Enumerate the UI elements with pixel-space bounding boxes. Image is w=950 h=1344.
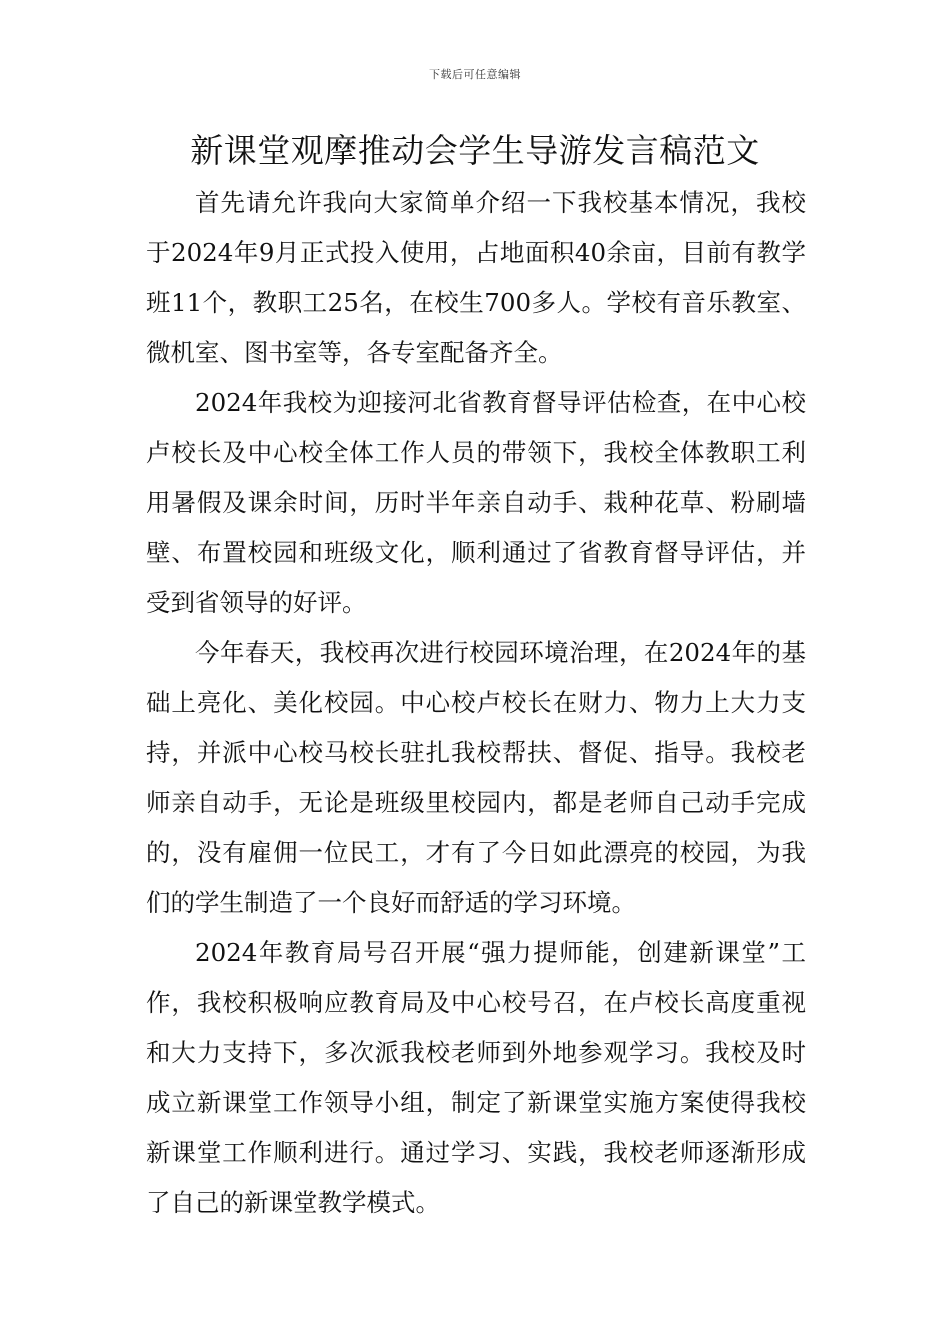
document-body (146, 178, 806, 1228)
paragraph-inspection: 2024年我校为迎接河北省教育督导评估检查，在中心校卢校长及中心校全体工作人员的带领下，我校全体教职工利用暑假及课余时间，历时半年亲自动手、栽种花草、粉刷墙壁、布置校园和班级文化，顺利通过了省教育督导评估，并受到省领导的好评。 (146, 388, 806, 617)
header-note: 下载后可任意编辑 (429, 68, 521, 81)
paragraph-new-classroom: 2024年教育局号召开展“强力提师能，创建新课堂”工作，我校积极响应教育局及中心校号召，在卢校长高度重视和大力支持下，多次派我校老师到外地参观学习。我校及时成立新课堂工作领导小组，制定了新课堂实施方案使得我校新课堂工作顺利进行。通过学习、实践，我校老师逐渐形成了自己的新课堂教学模式。 (146, 938, 806, 1217)
document-title: 新课堂观摩推动会学生导游发言稿范文 (190, 131, 760, 170)
paragraph-intro: 首先请允许我向大家简单介绍一下我校基本情况，我校于2024年9月正式投入使用，占地面积40余亩，目前有教学班11个，教职工25名，在校生700多人。学校有音乐教室、微机室、图书室等，各专室配备齐全。 (146, 188, 806, 367)
paragraph-environment: 今年春天，我校再次进行校园环境治理，在2024年的基础上亮化、美化校园。中心校卢校长在财力、物力上大力支持，并派中心校马校长驻扎我校帮扶、督促、指导。我校老师亲自动手，无论是班级里校园内，都是老师自己动手完成的，没有雇佣一位民工，才有了今日如此漂亮的校园，为我们的学生制造了一个良好而舒适的学习环境。 (146, 638, 806, 917)
